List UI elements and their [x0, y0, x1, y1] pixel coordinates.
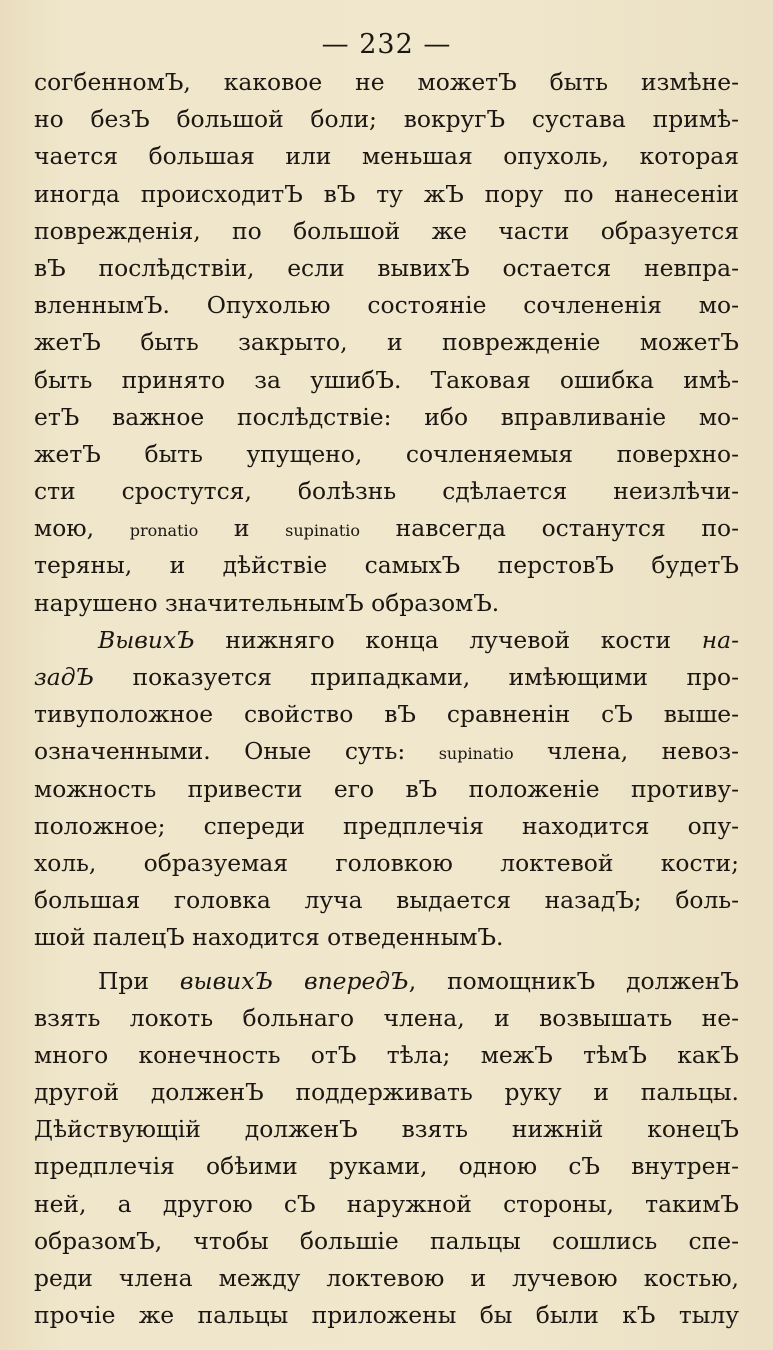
text-line	[34, 547, 739, 584]
text-line	[34, 399, 739, 436]
text-segment: прочіе же пальцы приложены бы были кЪ тылу	[34, 1301, 739, 1330]
text-line	[34, 436, 739, 473]
text-segment: другой долженЪ поддерживать руку и пальцы.	[34, 1078, 739, 1107]
text-segment: Дѣйствующій долженЪ взять нижній конецЪ	[34, 1115, 739, 1144]
text-segment: нарушено значительнымЪ образомЪ.	[34, 588, 500, 617]
text-line	[34, 585, 739, 622]
text-line	[34, 324, 739, 361]
text-segment: много конечность отЪ тѣла; межЪ тѣмЪ какЪ	[34, 1040, 739, 1069]
text-segment: вленнымЪ. Опухолью состояніе сочлененія мо-	[34, 291, 739, 320]
text-line	[34, 176, 739, 213]
text-segment: сти сростутся, болѣзнь сдѣлается неизлѣчи-	[34, 477, 739, 506]
text-segment: нижняго конца лучевой кости	[194, 625, 702, 654]
text-segment: мою,	[34, 514, 130, 543]
text-line	[34, 1111, 739, 1148]
text-line	[34, 101, 739, 138]
text-line	[34, 963, 739, 1000]
text-line	[34, 1186, 739, 1223]
text-line	[34, 845, 739, 882]
text-line	[34, 473, 739, 510]
text-segment: теряны, и дѣйствіе самыхЪ перстовЪ будетЪ	[34, 551, 739, 580]
text-line	[34, 622, 739, 659]
italic-text: на-	[701, 625, 739, 654]
body-text	[34, 64, 739, 1334]
text-segment: взять локоть больнаго члена, и возвышать не-	[34, 1003, 739, 1032]
text-segment: жетЪ быть упущено, сочленяемыя поверхно-	[34, 439, 739, 468]
text-line	[34, 138, 739, 175]
text-line	[34, 250, 739, 287]
text-segment: тивуположное свойство вЪ сравненін сЪ выше-	[34, 700, 739, 729]
text-line	[34, 919, 739, 956]
text-line	[34, 1297, 739, 1334]
italic-text: задЪ	[34, 663, 95, 691]
text-segment: ней, а другою сЪ наружной стороны, такимЪ	[34, 1189, 739, 1218]
latin-term: pronatio	[129, 521, 199, 541]
text-line	[34, 1074, 739, 1111]
text-segment: но безЪ большой боли; вокругЪ сустава примѣ-	[34, 105, 739, 134]
text-segment: реди члена между локтевою и лучевою костью,	[34, 1264, 739, 1292]
text-segment: согбенномЪ, каковое не можетЪ быть измѣне-	[34, 68, 739, 96]
text-segment: етЪ важное послѣдствіе: ибо вправливаніе мо-	[34, 402, 739, 431]
text-line	[34, 1148, 739, 1185]
text-segment: и	[198, 514, 286, 543]
text-line	[34, 1260, 739, 1297]
text-line	[34, 1223, 739, 1260]
italic-text: вывихЪ впередЪ	[179, 966, 409, 995]
text-segment: образомЪ, чтобы большіе пальцы сошлись спе-	[34, 1226, 739, 1255]
text-segment: члена, невоз-	[513, 737, 739, 766]
text-line	[34, 882, 739, 919]
text-segment: можность привести его вЪ положеніе противу-	[34, 774, 739, 803]
text-segment: означенными. Оные суть:	[34, 737, 439, 766]
text-segment: , помощникЪ долженЪ	[408, 966, 739, 995]
text-segment: поврежденія, по большой же части образуется	[34, 216, 739, 245]
latin-term: supinatio	[285, 521, 361, 541]
text-segment: быть принято за ушибЪ. Таковая ошибка имѣ-	[34, 365, 739, 394]
text-line	[34, 510, 739, 547]
text-segment: чается большая или меньшая опухоль, которая	[34, 142, 739, 171]
text-line	[34, 808, 739, 845]
text-line	[34, 696, 739, 733]
text-line	[34, 1000, 739, 1037]
text-segment: показуется припадками, имѣющими про-	[94, 663, 739, 691]
text-segment: шой палецЪ находится отведеннымЪ.	[34, 923, 504, 952]
text-line	[34, 733, 739, 770]
text-line	[34, 64, 739, 101]
text-line	[34, 362, 739, 399]
text-line	[34, 213, 739, 250]
text-segment: холь, образуемая головкою локтевой кости;	[34, 848, 739, 877]
text-segment: иногда происходитЪ вЪ ту жЪ пору по нанесеніи	[34, 179, 739, 208]
text-segment: предплечія обѣими руками, одною сЪ внутрен-	[34, 1152, 739, 1181]
text-line	[34, 287, 739, 324]
italic-text: ВывихЪ	[98, 625, 195, 654]
text-line	[34, 771, 739, 808]
text-segment: положное; спереди предплечія находится опу-	[34, 811, 739, 840]
text-segment: При	[98, 966, 180, 995]
text-segment: жетЪ быть закрыто, и поврежденіе можетЪ	[34, 328, 739, 357]
text-segment: навсегда останутся по-	[360, 514, 739, 543]
text-line	[34, 659, 739, 696]
text-segment: вЪ послѣдствіи, если вывихЪ остается невпра-	[34, 253, 739, 282]
text-line	[34, 1037, 739, 1074]
latin-term: supinatio	[438, 744, 514, 764]
page-number: — 232 —	[321, 29, 452, 60]
text-segment: большая головка луча выдается назадЪ; боль-	[34, 886, 739, 915]
